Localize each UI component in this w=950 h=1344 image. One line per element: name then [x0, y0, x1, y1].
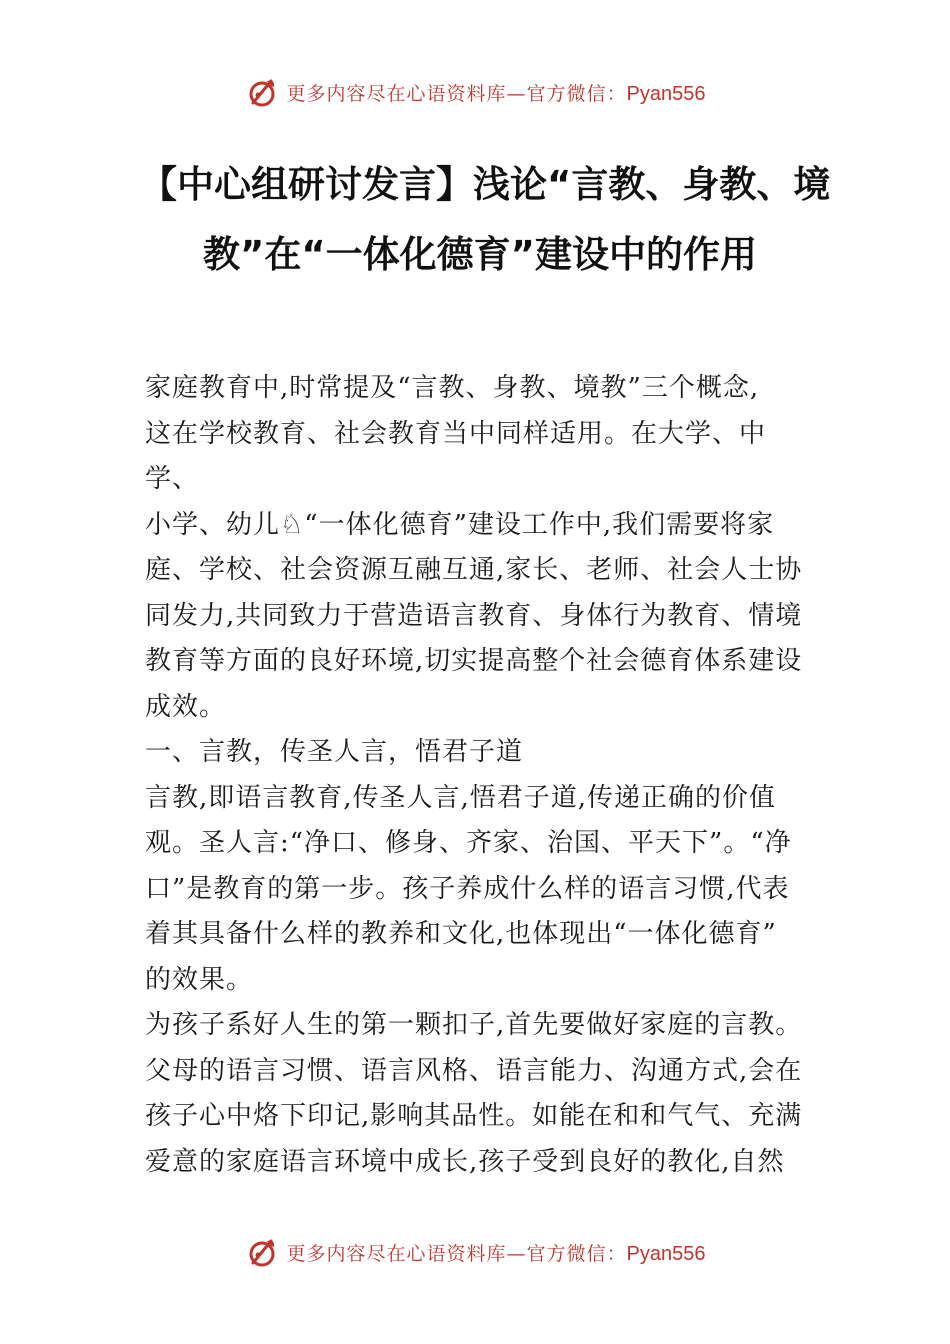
quill-logo-icon: [245, 1235, 279, 1269]
body-line: 家庭教育中,时常提及“言教、身教、境教”三个概念,: [145, 373, 760, 403]
body-line: 着其具备什么样的教养和文化,也体现出“一体化德育”: [145, 919, 777, 949]
document-title: [140, 150, 831, 290]
title-line-2: 教”在“一体化德育”建设中的作用: [203, 233, 757, 276]
body-line: 观。圣人言:“净口、修身、齐家、治国、平天下”。“净: [145, 828, 792, 858]
body-line: 的效果。: [145, 964, 254, 995]
body-line: 孩子心中烙下印记,影响其品性。如能在和和气气、充满: [145, 1101, 803, 1131]
watermark-banner-top: [0, 72, 950, 112]
body-line: 同发力,共同致力于营造语言教育、身体行为教育、情境: [145, 600, 803, 631]
body-line: 父母的语言习惯、语言风格、语言能力、沟通方式,会在: [145, 1055, 803, 1086]
body-line: 这在学校教育、社会教育当中同样适用。在大学、中学、: [145, 418, 767, 494]
body-line: 成效。: [145, 691, 227, 722]
body-line: 为孩子系好人生的第一颗扣子,首先要做好家庭的言教。: [145, 1010, 803, 1040]
body-line: 庭、学校、社会资源互融互通,家长、老师、社会人士协: [145, 555, 803, 585]
body-line: 爱意的家庭语言环境中成长,孩子受到良好的教化,自然: [145, 1146, 785, 1177]
watermark-banner-bottom: [0, 1232, 950, 1272]
watermark-text: 更多内容尽在心语资料库—官方微信：Pyan556: [286, 82, 706, 105]
quill-logo-icon: [245, 75, 279, 109]
watermark-text: 更多内容尽在心语资料库—官方微信：Pyan556: [286, 1242, 706, 1265]
body-line: 教育等方面的良好环境,切实提高整个社会德育体系建设: [145, 646, 803, 676]
document-body: [145, 366, 815, 1185]
body-line: 言教,即语言教育,传圣人言,悟君子道,传递正确的价值: [145, 782, 777, 813]
body-line: 小学、幼儿♘“一体化德育”建设工作中,我们需要将家: [145, 509, 775, 540]
section-heading: 一、言教，传圣人言，悟君子道: [145, 737, 524, 767]
title-line-1: 【中心组研讨发言】浅论“言教、身教、境: [140, 163, 831, 206]
body-line: 口”是教育的第一步。孩子养成什么样的语言习惯,代表: [145, 873, 790, 904]
